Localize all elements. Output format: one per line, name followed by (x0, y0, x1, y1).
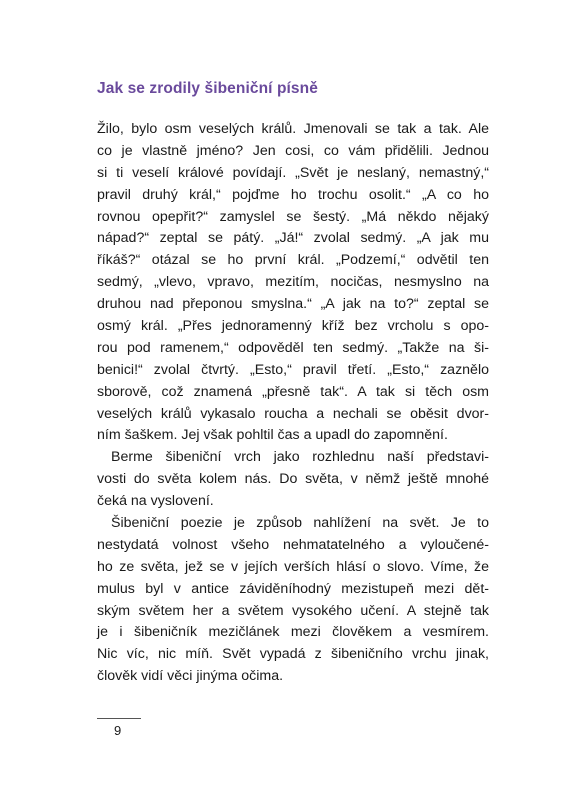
text-line: ho ze světa, jež se v jejích verších hlásí o slovo. Víme, že (97, 558, 489, 575)
text-line: rou pod ramenem,“ odpověděl ten sedmý. „Takže na ši- (97, 339, 489, 356)
paragraph-2 (97, 447, 489, 513)
text-line: nestydatá volnost všeho nehmatatelného a vyloučené- (97, 536, 489, 553)
text-line: Berme šibeniční vrch jako rozhlednu naší představi- (111, 449, 489, 466)
text-line: osmý král. „Přes jednoramenný kříž bez vrcholu s opo- (97, 318, 489, 335)
text-line: ním šaškem. Jej však pohltil čas a upadl do zapomnění. (97, 427, 448, 444)
body-text (97, 119, 489, 688)
text-line: čeká na vyslovení. (97, 493, 214, 510)
text-line: benici!“ zvolal čtvrtý. „Esto,“ pravil třetí. „Esto,“ zaznělo (97, 361, 489, 378)
page-number: 9 (114, 723, 122, 738)
text-line: říkáš?“ otázal se ho první král. „Podzemí,“ odvětil ten (97, 252, 489, 269)
text-line: ským světem her a světem vysokého učení. A stejně tak (97, 602, 489, 619)
footer-divider (97, 718, 141, 719)
text-line: nápad?“ zeptal se pátý. „Já!“ zvolal sedmý. „A jak mu (97, 230, 489, 247)
text-line: mulus byl v antice záviděníhodný mezistupeň mezi dět- (97, 580, 489, 597)
chapter-heading: Jak se zrodily šibeniční písně (97, 80, 318, 97)
text-line: sborově, což znamená „přesně tak“. A tak si těch osm (97, 383, 489, 400)
text-line: rovnou opepřit?“ zamyslel se šestý. „Má někdo nějaký (97, 208, 489, 225)
text-line: pravil druhý král,“ pojďme ho trochu osolit.“ „A co ho (97, 186, 489, 203)
text-line: Nic víc, nic míň. Svět vypadá z šibeničního vrchu jinak, (97, 646, 489, 663)
text-line: sedmý, „vlevo, vpravo, mezitím, nocičas, nesmyslno na (97, 274, 489, 291)
text-line: vosti do světa kolem nás. Do světa, v němž ještě mnohé (97, 471, 489, 488)
text-line: veselých králů vykasalo roucha a nechali se oběsit dvor- (97, 405, 489, 422)
text-line: co je vlastně jméno? Jen cosi, co vám přidělili. Jednou (97, 142, 489, 159)
paragraph-1 (97, 119, 489, 447)
text-line: Žilo, bylo osm veselých králů. Jmenovali se tak a tak. Ale (97, 121, 489, 137)
text-line: je i šibeničník mezičlánek mezi člověkem a vesmírem. (97, 624, 489, 641)
paragraph-3 (97, 513, 489, 688)
text-line: si ti veselí králové povídají. „Svět je neslaný, nemastný,“ (97, 164, 489, 181)
text-line: Šibeniční poezie je způsob nahlížení na svět. Je to (111, 515, 489, 532)
text-line: druhou nad přeponou smyslna.“ „A jak na to?“ zeptal se (97, 296, 489, 313)
text-line: člověk vidí věci jinýma očima. (97, 668, 284, 685)
